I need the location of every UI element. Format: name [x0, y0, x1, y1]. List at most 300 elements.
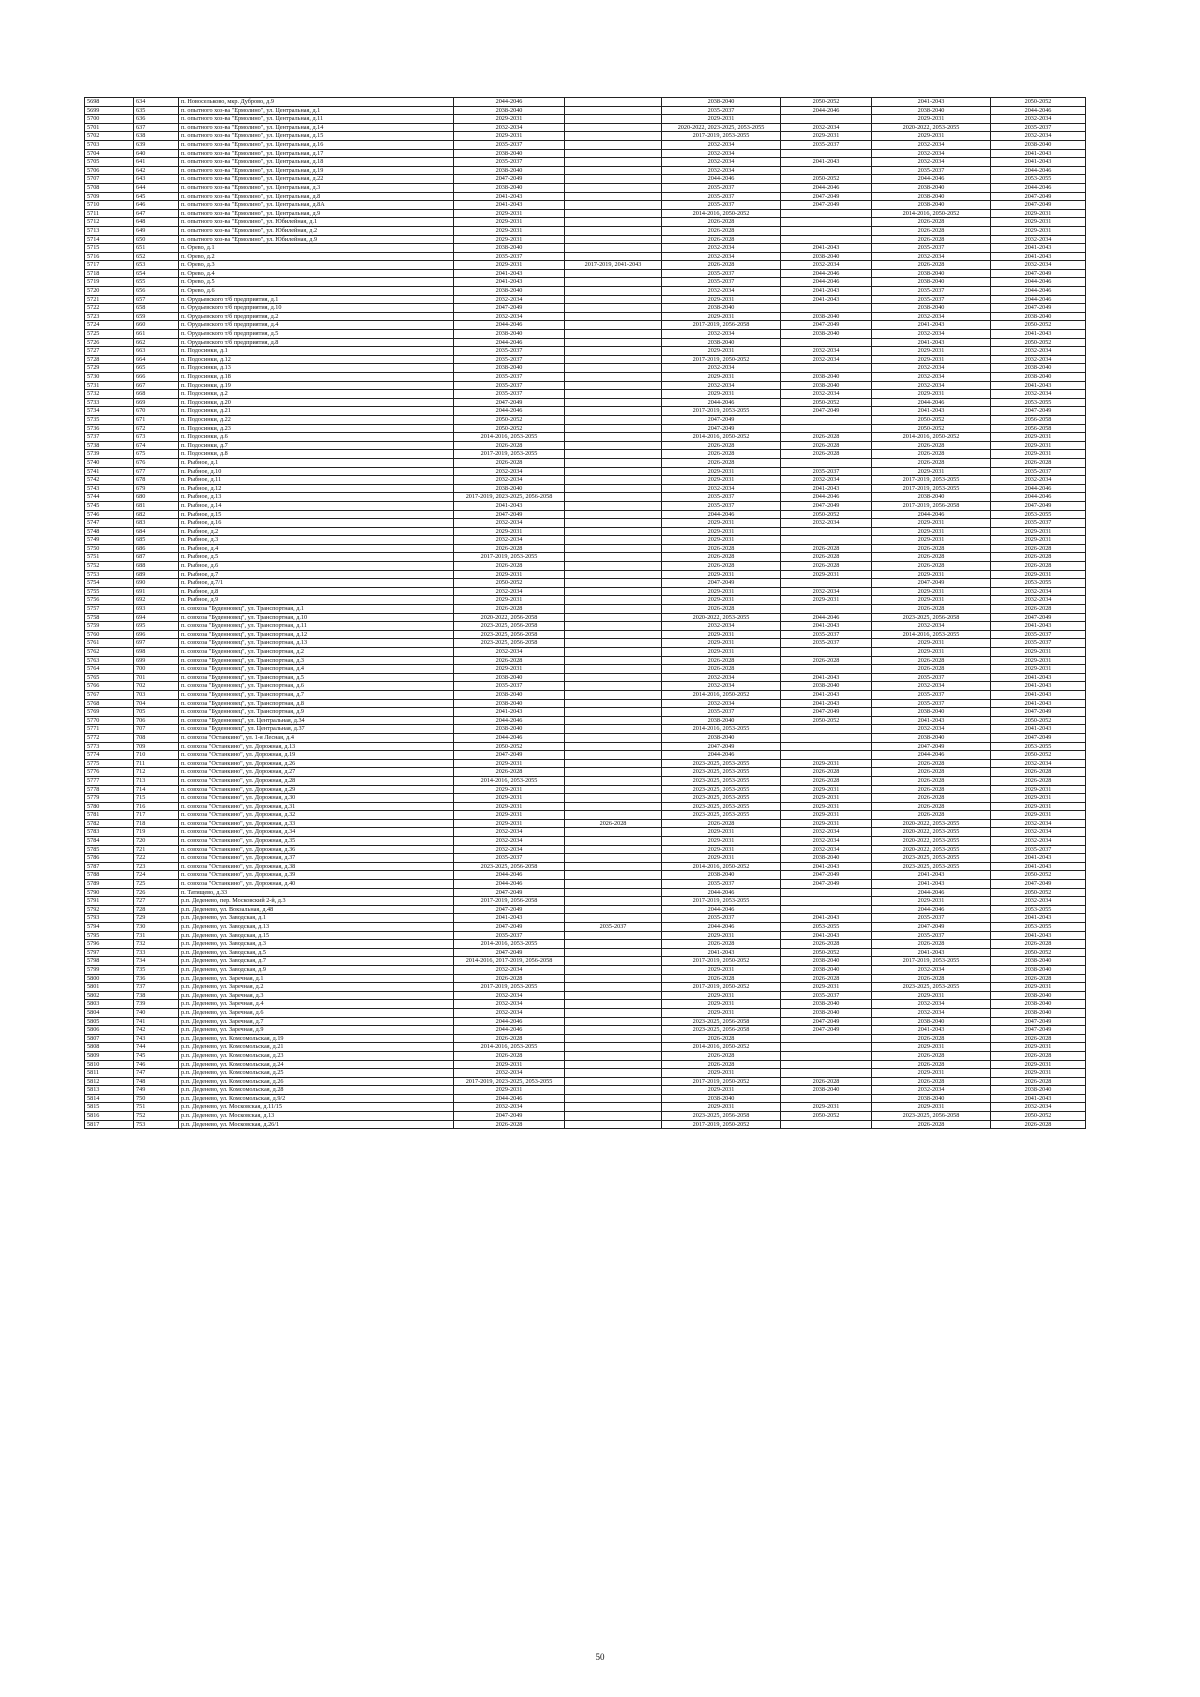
period-cell-1: 2032-2034: [454, 536, 565, 545]
address-cell: п. опытного хоз-ва "Ермолино", ул. Юбилейная, д.1: [179, 218, 454, 227]
period-cell-4: 2053-2055: [781, 923, 872, 932]
period-cell-3: 2047-2049: [662, 415, 781, 424]
period-cell-2: [565, 742, 662, 751]
table-row: [85, 1051, 1086, 1060]
item-number: 710: [134, 751, 179, 760]
table-row: [85, 158, 1086, 167]
period-cell-2: [565, 347, 662, 356]
period-cell-5: 2029-2031: [872, 115, 991, 124]
period-cell-6: 2035-2037: [991, 630, 1086, 639]
address-cell: п. Подосинки, д.6: [179, 433, 454, 442]
period-cell-1: 2047-2049: [454, 751, 565, 760]
table-row: [85, 871, 1086, 880]
address-cell: п. Орево, д.6: [179, 287, 454, 296]
period-cell-2: [565, 974, 662, 983]
period-cell-3: 2029-2031: [662, 536, 781, 545]
period-cell-6: 2032-2034: [991, 819, 1086, 828]
item-number: 655: [134, 278, 179, 287]
period-cell-1: 2029-2031: [454, 785, 565, 794]
period-cell-6: 2032-2034: [991, 596, 1086, 605]
address-cell: п. Орудьевского т/б предприятия, д.10: [179, 304, 454, 313]
period-cell-1: 2038-2040: [454, 330, 565, 339]
period-cell-5: 2026-2028: [872, 458, 991, 467]
address-cell: р.п. Деденево, ул. Заводская, д.15: [179, 931, 454, 940]
period-cell-3: 2044-2046: [662, 398, 781, 407]
period-cell-6: 2026-2028: [991, 544, 1086, 553]
item-number: 733: [134, 948, 179, 957]
period-cell-3: 2014-2016, 2053-2055: [662, 725, 781, 734]
period-cell-5: 2029-2031: [872, 1069, 991, 1078]
period-cell-6: 2029-2031: [991, 794, 1086, 803]
item-number: 694: [134, 613, 179, 622]
table-row: [85, 235, 1086, 244]
address-cell: п. опытного хоз-ва "Ермолино", ул. Центральная, д.15: [179, 132, 454, 141]
period-cell-5: 2032-2034: [872, 381, 991, 390]
period-cell-2: [565, 415, 662, 424]
table-row: [85, 252, 1086, 261]
table-row: [85, 553, 1086, 562]
period-cell-4: 2029-2031: [781, 570, 872, 579]
address-cell: п. Орево, д.5: [179, 278, 454, 287]
row-number: 5739: [85, 450, 134, 459]
item-number: 668: [134, 390, 179, 399]
period-cell-5: 2041-2043: [872, 948, 991, 957]
period-cell-4: 2029-2031: [781, 811, 872, 820]
period-cell-1: 2014-2016, 2053-2055: [454, 776, 565, 785]
item-number: 672: [134, 424, 179, 433]
period-cell-1: 2047-2049: [454, 948, 565, 957]
period-cell-1: 2038-2040: [454, 673, 565, 682]
period-cell-3: 2029-2031: [662, 476, 781, 485]
period-cell-1: 2041-2043: [454, 278, 565, 287]
period-cell-6: 2032-2034: [991, 115, 1086, 124]
period-cell-4: 2038-2040: [781, 330, 872, 339]
period-cell-4: 2026-2028: [781, 1077, 872, 1086]
row-number: 5741: [85, 467, 134, 476]
period-cell-4: 2041-2043: [781, 862, 872, 871]
address-cell: п. совхоза "Останкино", ул. Дорожная, д.35: [179, 837, 454, 846]
item-number: 687: [134, 553, 179, 562]
period-cell-6: 2047-2049: [991, 407, 1086, 416]
period-cell-3: 2026-2028: [662, 974, 781, 983]
address-cell: п. Подосинки, д.18: [179, 373, 454, 382]
period-cell-3: 2029-2031: [662, 115, 781, 124]
period-cell-3: 2044-2046: [662, 751, 781, 760]
period-cell-6: 2026-2028: [991, 940, 1086, 949]
period-cell-5: 2041-2043: [872, 880, 991, 889]
period-cell-2: [565, 776, 662, 785]
period-cell-2: [565, 871, 662, 880]
period-cell-6: 2032-2034: [991, 261, 1086, 270]
row-number: 5721: [85, 295, 134, 304]
row-number: 5805: [85, 1017, 134, 1026]
table-row: [85, 355, 1086, 364]
row-number: 5750: [85, 544, 134, 553]
period-cell-2: [565, 441, 662, 450]
table-row: [85, 312, 1086, 321]
address-cell: п. опытного хоз-ва "Ермолино", ул. Центральная, д.16: [179, 140, 454, 149]
period-cell-6: 2041-2043: [991, 673, 1086, 682]
row-number: 5753: [85, 570, 134, 579]
period-cell-4: [781, 742, 872, 751]
period-cell-1: 2038-2040: [454, 287, 565, 296]
table-row: [85, 613, 1086, 622]
period-cell-5: 2026-2028: [872, 544, 991, 553]
item-number: 741: [134, 1017, 179, 1026]
period-cell-2: [565, 794, 662, 803]
period-cell-5: 2032-2034: [872, 330, 991, 339]
table-row: [85, 785, 1086, 794]
period-cell-1: 2029-2031: [454, 794, 565, 803]
period-cell-3: 2032-2034: [662, 673, 781, 682]
period-cell-5: 2038-2040: [872, 183, 991, 192]
period-cell-6: 2044-2046: [991, 484, 1086, 493]
period-cell-6: 2035-2037: [991, 519, 1086, 528]
table-row: [85, 1034, 1086, 1043]
period-cell-6: 2029-2031: [991, 665, 1086, 674]
period-cell-3: 2026-2028: [662, 441, 781, 450]
period-cell-4: [781, 579, 872, 588]
row-number: 5742: [85, 476, 134, 485]
item-number: 658: [134, 304, 179, 313]
address-cell: р.п. Деденево, ул. Заречная, д.7: [179, 1017, 454, 1026]
address-cell: п. совхоза "Буденновец", ул. Транспортная, д.11: [179, 622, 454, 631]
period-cell-6: 2029-2031: [991, 450, 1086, 459]
address-cell: п. совхоза "Буденновец", ул. Транспортная, д.5: [179, 673, 454, 682]
row-number: 5806: [85, 1026, 134, 1035]
period-cell-5: 2029-2031: [872, 527, 991, 536]
period-cell-4: [781, 751, 872, 760]
item-number: 745: [134, 1051, 179, 1060]
period-cell-6: 2047-2049: [991, 201, 1086, 210]
row-number: 5813: [85, 1086, 134, 1095]
item-number: 715: [134, 794, 179, 803]
address-cell: п. совхоза "Останкино", ул. Дорожная, д.27: [179, 768, 454, 777]
period-cell-4: 2029-2031: [781, 759, 872, 768]
address-cell: п. совхоза "Останкино", ул. Дорожная, д.31: [179, 802, 454, 811]
period-cell-3: 2023-2025, 2053-2055: [662, 811, 781, 820]
period-cell-5: 2038-2040: [872, 1017, 991, 1026]
period-cell-2: [565, 407, 662, 416]
address-cell: п. Рыбное, д.12: [179, 484, 454, 493]
item-number: 661: [134, 330, 179, 339]
period-cell-6: 2041-2043: [991, 149, 1086, 158]
period-cell-2: [565, 527, 662, 536]
period-cell-6: 2041-2043: [991, 622, 1086, 631]
period-cell-4: [781, 1034, 872, 1043]
period-cell-1: 2035-2037: [454, 854, 565, 863]
item-number: 639: [134, 140, 179, 149]
item-number: 747: [134, 1069, 179, 1078]
table-row: [85, 974, 1086, 983]
period-cell-4: 2041-2043: [781, 244, 872, 253]
period-cell-2: [565, 570, 662, 579]
item-number: 744: [134, 1043, 179, 1052]
period-cell-2: [565, 768, 662, 777]
period-cell-3: 2029-2031: [662, 312, 781, 321]
row-number: 5756: [85, 596, 134, 605]
item-number: 722: [134, 854, 179, 863]
row-number: 5787: [85, 862, 134, 871]
address-cell: п. Орудьевского т/б предприятия, д.4: [179, 321, 454, 330]
table-row: [85, 441, 1086, 450]
period-cell-4: 2029-2031: [781, 132, 872, 141]
period-cell-4: 2038-2040: [781, 373, 872, 382]
period-cell-5: 2020-2022, 2053-2055: [872, 837, 991, 846]
period-cell-6: 2047-2049: [991, 708, 1086, 717]
period-cell-3: 2026-2028: [662, 562, 781, 571]
address-cell: р.п. Деденево, ул. Комсомольская, д.28: [179, 1086, 454, 1095]
address-cell: р.п. Деденево, ул. Комсомольская, д.21: [179, 1043, 454, 1052]
period-cell-6: 2026-2028: [991, 1034, 1086, 1043]
item-number: 673: [134, 433, 179, 442]
table-row: [85, 321, 1086, 330]
address-cell: р.п. Деденево, ул. Заводская, д.13: [179, 923, 454, 932]
period-cell-2: [565, 287, 662, 296]
period-cell-4: 2029-2031: [781, 802, 872, 811]
table-row: [85, 931, 1086, 940]
item-number: 644: [134, 183, 179, 192]
period-cell-2: [565, 708, 662, 717]
period-cell-4: 2044-2046: [781, 183, 872, 192]
item-number: 703: [134, 690, 179, 699]
row-number: 5751: [85, 553, 134, 562]
item-number: 670: [134, 407, 179, 416]
table-row: [85, 690, 1086, 699]
table-row: [85, 381, 1086, 390]
item-number: 678: [134, 476, 179, 485]
period-cell-2: [565, 673, 662, 682]
period-cell-4: 2047-2049: [781, 201, 872, 210]
address-cell: р.п. Деденево, ул. Заречная, д.2: [179, 983, 454, 992]
period-cell-6: 2026-2028: [991, 553, 1086, 562]
period-cell-6: 2041-2043: [991, 690, 1086, 699]
period-cell-5: 2038-2040: [872, 269, 991, 278]
period-cell-4: [781, 209, 872, 218]
period-cell-1: 2032-2034: [454, 1000, 565, 1009]
period-cell-6: 2029-2031: [991, 570, 1086, 579]
period-cell-5: 2032-2034: [872, 140, 991, 149]
table-row: [85, 510, 1086, 519]
period-cell-3: 2032-2034: [662, 252, 781, 261]
period-cell-2: [565, 510, 662, 519]
table-row: [85, 1000, 1086, 1009]
period-cell-1: 2026-2028: [454, 458, 565, 467]
period-cell-1: 2029-2031: [454, 1086, 565, 1095]
item-number: 750: [134, 1094, 179, 1103]
table-row: [85, 682, 1086, 691]
period-cell-1: 2014-2016, 2053-2055: [454, 1043, 565, 1052]
address-cell: п. совхоза "Буденновец", ул. Центральная, д.37: [179, 725, 454, 734]
period-cell-2: [565, 665, 662, 674]
item-number: 659: [134, 312, 179, 321]
period-cell-1: 2041-2043: [454, 914, 565, 923]
period-cell-4: 2032-2034: [781, 476, 872, 485]
table-row: [85, 794, 1086, 803]
period-cell-1: 2029-2031: [454, 811, 565, 820]
table-row: [85, 192, 1086, 201]
address-cell: п. Орудьевского т/б предприятия, д.1: [179, 295, 454, 304]
period-cell-1: 2032-2034: [454, 1069, 565, 1078]
row-number: 5779: [85, 794, 134, 803]
period-cell-5: 2026-2028: [872, 218, 991, 227]
period-cell-2: [565, 948, 662, 957]
item-number: 635: [134, 106, 179, 115]
period-cell-3: 2026-2028: [662, 544, 781, 553]
item-number: 709: [134, 742, 179, 751]
item-number: 642: [134, 166, 179, 175]
period-cell-3: 2035-2037: [662, 269, 781, 278]
period-cell-3: 2026-2028: [662, 218, 781, 227]
row-number: 5719: [85, 278, 134, 287]
period-cell-6: 2029-2031: [991, 1069, 1086, 1078]
period-cell-1: 2029-2031: [454, 209, 565, 218]
item-number: 730: [134, 923, 179, 932]
period-cell-5: 2020-2022, 2053-2055: [872, 828, 991, 837]
period-cell-5: 2032-2034: [872, 725, 991, 734]
row-number: 5737: [85, 433, 134, 442]
item-number: 707: [134, 725, 179, 734]
item-number: 657: [134, 295, 179, 304]
period-cell-4: 2032-2034: [781, 587, 872, 596]
row-number: 5771: [85, 725, 134, 734]
period-cell-1: 2032-2034: [454, 123, 565, 132]
period-cell-2: [565, 622, 662, 631]
period-cell-2: [565, 854, 662, 863]
table-row: [85, 708, 1086, 717]
period-cell-3: 2035-2037: [662, 106, 781, 115]
period-cell-2: [565, 656, 662, 665]
table-row: [85, 364, 1086, 373]
period-cell-4: 2041-2043: [781, 699, 872, 708]
period-cell-3: 2038-2040: [662, 871, 781, 880]
period-cell-5: 2044-2046: [872, 888, 991, 897]
period-cell-6: 2038-2040: [991, 1000, 1086, 1009]
period-cell-1: 2032-2034: [454, 467, 565, 476]
period-cell-5: 2044-2046: [872, 398, 991, 407]
period-cell-5: 2020-2022, 2053-2055: [872, 845, 991, 854]
item-number: 713: [134, 776, 179, 785]
period-cell-1: 2044-2046: [454, 871, 565, 880]
period-cell-3: 2029-2031: [662, 639, 781, 648]
table-row: [85, 278, 1086, 287]
period-cell-1: 2032-2034: [454, 312, 565, 321]
period-cell-3: 2044-2046: [662, 510, 781, 519]
table-row: [85, 1094, 1086, 1103]
period-cell-5: 2023-2025, 2053-2055: [872, 862, 991, 871]
table-row: [85, 166, 1086, 175]
period-cell-4: 2041-2043: [781, 914, 872, 923]
address-cell: р.п. Деденево, ул. Московская, д.11/15: [179, 1103, 454, 1112]
period-cell-5: 2038-2040: [872, 304, 991, 313]
table-row: [85, 819, 1086, 828]
period-cell-3: 2029-2031: [662, 570, 781, 579]
period-cell-6: 2032-2034: [991, 897, 1086, 906]
period-cell-5: 2026-2028: [872, 450, 991, 459]
item-number: 700: [134, 665, 179, 674]
period-cell-1: 2029-2031: [454, 596, 565, 605]
period-cell-3: 2035-2037: [662, 708, 781, 717]
address-cell: р.п. Деденево, ул. Комсомольская, д.25: [179, 1069, 454, 1078]
item-number: 685: [134, 536, 179, 545]
row-number: 5755: [85, 587, 134, 596]
period-cell-5: 2038-2040: [872, 493, 991, 502]
period-cell-5: 2032-2034: [872, 373, 991, 382]
row-number: 5714: [85, 235, 134, 244]
period-cell-1: 2032-2034: [454, 845, 565, 854]
period-cell-5: 2047-2049: [872, 923, 991, 932]
item-number: 697: [134, 639, 179, 648]
period-cell-1: 2038-2040: [454, 364, 565, 373]
period-cell-3: 2026-2028: [662, 226, 781, 235]
period-cell-5: 2023-2025, 2053-2055: [872, 983, 991, 992]
period-cell-3: 2029-2031: [662, 648, 781, 657]
period-cell-1: 2038-2040: [454, 106, 565, 115]
period-cell-5: 2032-2034: [872, 1086, 991, 1095]
period-cell-1: 2020-2022, 2056-2058: [454, 613, 565, 622]
row-number: 5804: [85, 1008, 134, 1017]
table-row: [85, 699, 1086, 708]
period-cell-5: 2035-2037: [872, 244, 991, 253]
period-cell-5: 2038-2040: [872, 1094, 991, 1103]
period-cell-3: 2044-2046: [662, 905, 781, 914]
period-cell-2: 2035-2037: [565, 923, 662, 932]
period-cell-2: [565, 235, 662, 244]
row-number: 5761: [85, 639, 134, 648]
period-cell-3: 2032-2034: [662, 149, 781, 158]
item-number: 739: [134, 1000, 179, 1009]
table-row: [85, 579, 1086, 588]
item-number: 690: [134, 579, 179, 588]
period-cell-2: [565, 630, 662, 639]
period-cell-3: 2035-2037: [662, 183, 781, 192]
period-cell-6: 2041-2043: [991, 381, 1086, 390]
table-row: [85, 733, 1086, 742]
period-cell-2: [565, 811, 662, 820]
table-row: [85, 544, 1086, 553]
item-number: 702: [134, 682, 179, 691]
item-number: 682: [134, 510, 179, 519]
table-row: [85, 862, 1086, 871]
period-cell-3: 2029-2031: [662, 845, 781, 854]
period-cell-4: 2044-2046: [781, 278, 872, 287]
period-cell-1: 2029-2031: [454, 1060, 565, 1069]
period-cell-3: 2032-2034: [662, 682, 781, 691]
address-cell: п. совхоза "Останкино", ул. Дорожная, д.19: [179, 751, 454, 760]
address-cell: п. Подосинки, д.13: [179, 364, 454, 373]
period-cell-4: [781, 897, 872, 906]
period-cell-6: 2032-2034: [991, 828, 1086, 837]
period-cell-3: 2023-2025, 2056-2058: [662, 1017, 781, 1026]
period-cell-5: 2026-2028: [872, 802, 991, 811]
period-cell-5: 2050-2052: [872, 424, 991, 433]
row-number: 5757: [85, 605, 134, 614]
period-cell-4: [781, 665, 872, 674]
period-cell-6: 2047-2049: [991, 733, 1086, 742]
period-cell-2: [565, 991, 662, 1000]
table-row: [85, 269, 1086, 278]
row-number: 5792: [85, 905, 134, 914]
address-cell: п. Орудьевского т/б предприятия, д.8: [179, 338, 454, 347]
address-cell: р.п. Деденево, ул. Комсомольская, д.23: [179, 1051, 454, 1060]
period-cell-5: 2038-2040: [872, 733, 991, 742]
address-cell: п. совхоза "Останкино", ул. Дорожная, д.39: [179, 871, 454, 880]
period-cell-5: 2026-2028: [872, 261, 991, 270]
row-number: 5767: [85, 690, 134, 699]
item-number: 731: [134, 931, 179, 940]
period-cell-6: 2026-2028: [991, 974, 1086, 983]
period-cell-6: 2035-2037: [991, 123, 1086, 132]
